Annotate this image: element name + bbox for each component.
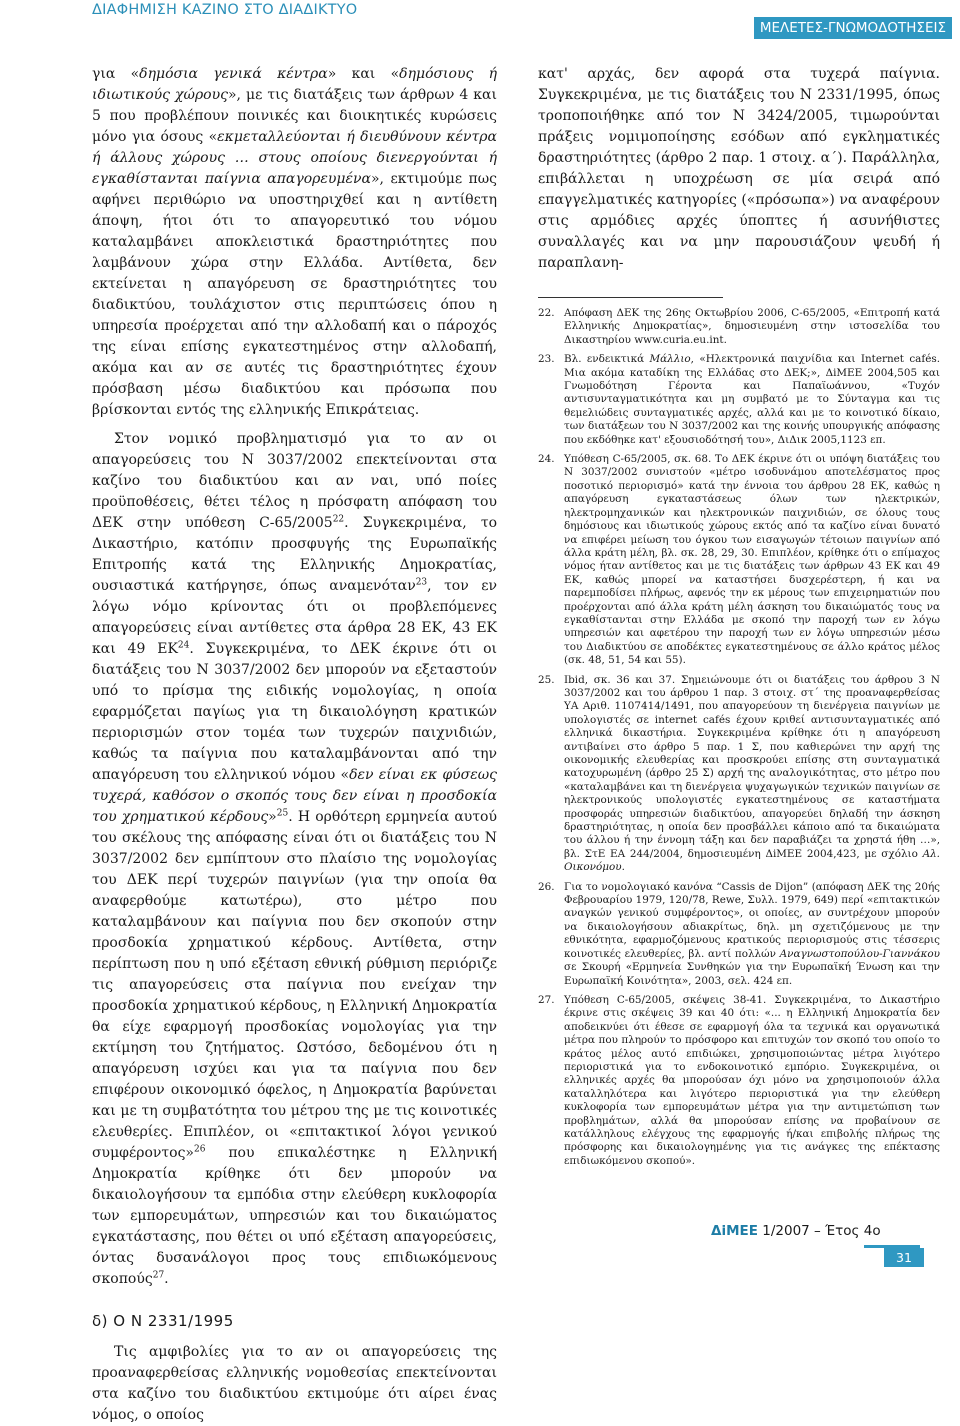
section-heading: δ) Ο Ν 2331/1995 xyxy=(92,1312,234,1330)
journal-name: ΔiΜΕΕ xyxy=(711,1223,758,1239)
footnote-text: Απόφαση ΔΕΚ της 26ης Οκτωβρίου 2006, C-65/2005, «Επιτροπή κατά Ελληνικής Δημοκρατίας», δημοσιευμένη στην ιστοσελίδα του Δικαστηρίου www.curia.eu.int. xyxy=(564,307,940,346)
footnote-text: Βλ. ενδεικτικά Μάλλιο, «Ηλεκτρονικά παιχνίδια και Internet cafés. Μια ακόμα καταδίκη της Ελλάδας στο ΔΕΚ;», ΔiΜΕΕ 2004,505 και Γνωμοδότηση Γέροντα και Παπαϊωάννου, «Τυχόν αντισυνταγματικότητα και μη συμβατό με το Σύνταγμα και τις θεμελιώδεις συνταγματικές αρχές, αλλά και με το κοινοτικό δίκαιο, των διατάξεων του Ν 3037/2002 και της κοινής υπουργικής απόφασης που εκδόθηκε κατ' εξουσιοδότησή του», ΔιΔικ 2005,1123 επ. xyxy=(564,353,940,446)
footnote-item xyxy=(538,307,940,347)
footnote-number: 25. xyxy=(538,673,555,686)
journal-footer xyxy=(711,1223,881,1239)
journal-year: – Έτος 4ο xyxy=(809,1223,881,1239)
body-paragraph-2: Στον νομικό προβληματισμό για το αν οι απαγορεύσεις του Ν 3037/2002 επεκτείνονται στα καζίνο του διαδικτύου και αν ναι, υπό ποίες προϋποθέσεις, θέτει τέλος η πρόσφατη απόφαση του ΔΕΚ στην υπόθεση C-65/2005$^{22}$. Συγκεκριμένα, το Δικαστήριο, κατόπιν προσφυγής της Ευρωπαϊκής Επιτροπής κατά της Ελληνικής Δημοκρατίας, ουσιαστικά κατήργησε, όπως αναμενόταν$^{23}$, τον εν λόγω νόμο κρίνοντας ότι οι προβλεπόμενες απαγορεύσεις είναι αντίθετες στα άρθρα 28 ΕΚ, 43 ΕΚ και 49 ΕΚ$^{24}$. Συγκεκριμένα, το ΔΕΚ έκρινε ότι οι διατάξεις του Ν 3037/2002 δεν μπορούν να εξεταστούν υπό το πρίσμα της ειδικής νομολογίας, η οποία εφαρμόζεται παγίως για τη δικαιολόγηση κρατικών περιορισμών στον τομέα των τυχερών παιχνιδιών, καθώς τα παίγνια που καταλαμβάνονται από την απαγόρευση του ελληνικού νόμου «δεν είναι εκ φύσεως τυχερά, καθόσον ο σκοπός τους δεν είναι η προσδοκία του χρηματικού κέρδους»$^{25}$. Η ορθότερη ερμηνεία αυτού του σκέλους της απόφασης είναι ότι οι διατάξεις του Ν 3037/2002 δεν εμπίπτουν στο πλαίσιο της νομολογίας του ΔΕΚ περί τυχερών παιγνίων (για την οποία θα αναφερθούμε κατωτέρω), στο μέτρο που καταλαμβάνουν και παίγνια που δεν σκοπούν στην προσδοκία χρηματικού κέρδους. Αντίθετα, στην περίπτωση που η υπό εξέταση εθνική ρύθμιση περιόριζε τις απαγορεύσεις στα παίγνια που ενείχαν την προσδοκία χρηματικού κέρδους, η Ελληνική Δημοκρατία θα είχε εφαρμογή προσδοκίας νομολογίας για την εκτίμηση του ζητήματος. Ωστόσο, δεδομένου ότι η απαγόρευση ισχύει και για τα παίγνια που δεν επιφέρουν οικονομικό όφελος, η Δημοκρατία βαρύνεται και με τη συμβατότητα του μέτρου της με τις κοινοτικές ελευθερίες. Επιπλέον, οι «επιτακτικοί λόγοι γενικού συμφέροντος»$^{26}$ που επικαλέστηκε η Ελληνική Δημοκρατία κρίθηκε ότι δεν μπορούν να δικαιολογήσουν τα εμπόδια στην ελεύθερη κυκλοφορία των εμπορευμάτων, υπηρεσιών και του δικαιώματος εγκατάστασης, που θέτει οι υπό εξέταση απαγορεύσεις, όντας δυσανάλογοι προς τους επιδιωκόμενους σκοπούς$^{27}$. xyxy=(92,431,498,1287)
footnote-ref: 24 xyxy=(177,640,190,651)
footnote-ref: 25 xyxy=(276,808,289,819)
body-paragraph-continued: κατ' αρχάς, δεν αφορά στα τυχερά παίγνια. Συγκεκριμένα, με τις διατάξεις του Ν 2331/1995, όπως τροποποιήθηκε από τον Ν 3424/2005, τιμωρούνται πράξεις νομιμοποίησης εσόδων από εγκληματικές δραστηριότητες (άρθρο 2 παρ. 1 στοιχ. α΄). Παράλληλα, επιβάλλεται η υποχρέωση σε μία σειρά από επαγγελματικές κατηγορίες («πρόσωπα») να αναφέρουν στις αρμόδιες αρχές ύποπτες ή ασυνήθιστες συναλλαγές και να μην παρουσιάζουν ψευδή ή παραπλανη- xyxy=(538,66,940,271)
footnote-ref: 23 xyxy=(415,577,428,588)
footnote-ref: 26 xyxy=(193,1144,206,1155)
footnote-item xyxy=(538,353,940,447)
footnote-number: 27. xyxy=(538,993,555,1006)
footnote-item xyxy=(538,881,940,988)
footnote-number: 23. xyxy=(538,353,555,366)
footnote-item xyxy=(538,453,940,668)
footnote-text: Ibid, σκ. 36 και 37. Σημειώνουμε ότι οι διατάξεις του άρθρου 3 Ν 3037/2002 και του άρθρου 1 παρ. 3 στοιχ. στ΄ της προαναφερθείσας ΥΑ Αριθ. 1107414/1491, που απαγορεύουν τη διενέργεια παιγνίων με υπολογιστές σε internet cafés έχουν κριθεί αντισυνταγματικές από ελληνικά δικαστήρια. Συγκεκριμένα κρίθηκε ότι η απαγόρευση αντιβαίνει στο άρθρο 5 παρ. 1 Σ, που καθιερώνει την αρχή της οικονομικής ελευθερίας και προσκρούει επίσης στη συνταγματικά κατοχυρωμένη (άρθρο 25 Σ) αρχή της αναλογικότητας, στο μέτρο που «καταλαμβάνει και τη διενέργεια ψυχαγωγικών τεχνικών παιγνίων σε ηλεκτρονικούς υπολογιστές εγκατεστημένους σε καταστήματα προσφοράς υπηρεσιών διαδικτύου, απαγορεύει δηλαδή την άσκηση δραστηριότητας, η οποία δεν προσβάλλει κάποιο από τα δικαιώματα του άλλου ή την έννομη τάξη και δεν παραβιάζει τα χρηστά ήθη …», βλ. ΣτΕ ΕΑ 244/2004, δημοσιευμένη ΔiΜΕΕ 2004,423, με σχόλιο Αλ. Οικονόμου. xyxy=(564,673,940,874)
section-label: ΜΕΛΕΤΕΣ-ΓΝΩΜΟΔΟΤΗΣΕΙΣ xyxy=(754,17,952,39)
footnote-text: Υπόθεση C-65/2005, σκέψεις 38-41. Συγκεκριμένα, το Δικαστήριο έκρινε στις σκέψεις 39 και 40 ότι: «... η Ελληνική Δημοκρατία δεν αποδεικνύει ότι έθεσε σε εφαρμογή όλα τα τεχνικά και οργανωτικά μέτρα που πληρούν το πρόσφορο και επιτυχών τον σκοπό του οποίο το κράτος μέλος αυτό επιδιώκει, χρησιμοποιώντας μέτρα λιγότερο περιοριστικά για το ενδοκοινοτικό εμπόριο. Συγκεκριμένα, οι ελληνικές αρχές θα μπορούσαν όχι μόνο να χρησιμοποιούν άλλα καταλληλότερα και λιγότερο περιοριστικά για την ελεύθερη κυκλοφορία των εμπορευμάτων μέτρα για την αντιμετώπιση των προβλημάτων, αλλά θα μπορούσαν επίσης να προβαίνουν σε κατάλληλους ελέγχους της εφαρμογής ή/και επιβολής πλήρως της πρόσφορης και δικαιολογημένης για τις ανάγκες της επέκτασης επιδιωκόμενου σκοπού». xyxy=(564,993,940,1167)
footnote-number: 24. xyxy=(538,453,555,466)
right-column xyxy=(538,64,940,1174)
body-paragraph-3: Τις αμφιβολίες για το αν οι απαγορεύσεις της προαναφερθείσας ελληνικής νομοθεσίας επεκτείνονται στα καζίνο του διαδικτύου εκτιμούμε ότι αίρει ένας νόμος, ο οποίος xyxy=(92,1344,497,1423)
footnote-divider xyxy=(538,297,723,298)
left-column xyxy=(92,64,497,1426)
footnote-text: Για το νομολογιακό κανόνα “Cassis de Dijon” (απόφαση ΔΕΚ της 20ής Φεβρουαρίου 1979, 120/78, Rewe, Συλλ. 1979, 649) περί «επιτακτικών αναγκών γενικού συμφέροντος», οι οποίες, αν συντρέχουν μπορούν να δικαιολογήσουν αδιακρίτως, δηλ. μη σχετιζόμενους με την εθνικότητα, εφαρμοζόμενους κρατικούς περιορισμούς στις τέσσερις κοινοτικές ελευθερίες, βλ. αντί πολλών Αναγνωστοπούλου-Γιαννάκου σε Σκουρή «Ερμηνεία Συνθηκών για την Ευρωπαϊκή Ένωση και την Ευρωπαϊκή Κοινότητα», 2003, σελ. 424 επ. xyxy=(564,880,940,987)
footnote-number: 26. xyxy=(538,880,555,893)
footnotes-list xyxy=(538,307,940,1168)
body-paragraph-1: για «δημόσια γενικά κέντρα» και «δημόσιους ή ιδιωτικούς χώρους», με τις διατάξεις των άρθρων 4 και 5 που προβλέπουν ποινικές και διοικητικές κυρώσεις μόνο για όσους «εκμεταλλεύονται ή διευθύνουν κέντρα ή άλλους χώρους … στους οποίους διενεργούνται ή εγκαθίστανται παίγνια απαγορευμένα», εκτιμούμε πως αφήνει περιθώριο να υποστηριχθεί και η αντίθετη άποψη, ήτοι ότι το απαγορευτικό του νόμου καταλαμβάνει αποκλειστικά δραστηριότητες που λαμβάνουν χώρα στην Ελλάδα. Αντίθετα, δεν εκτείνεται η απαγόρευση σε δραστηριότητες του διαδικτύου, τουλάχιστον στις περιπτώσεις όπου η υπηρεσία προέρχεται από την αλλοδαπή και ο πάροχός της είναι επίσης εγκατεστημένος στην αλλοδαπή, ακόμα και αν σε αυτές τις δραστηριότητες έχουν πρόσβαση μέσω διαδικτύου και πρόσωπα που βρίσκονται εντός της ελληνικής Επικράτειας. xyxy=(92,66,497,418)
page-number: 31 xyxy=(884,1248,924,1267)
footnote-item xyxy=(538,674,940,875)
footnote-ref: 27 xyxy=(152,1270,165,1281)
journal-issue: 1/2007 xyxy=(757,1223,810,1239)
footnote-text: Υπόθεση C-65/2005, σκ. 68. Το ΔΕΚ έκρινε ότι οι υπόψη διατάξεις του Ν 3037/2002 συνιστούν «μέτρο ισοδυνάμου αποτελέσματος προς ποσοτικό περιορισμό» κατά την έννοια του άρθρου 28 ΕΚ, καθώς η απαγόρευση εγκαταστάσεως όλων των ηλεκτρικών, ηλεκτρομηχανικών και ηλεκτρονικών παιχνιδιών, σε όλους τους δημόσιους και ιδιωτικούς χώρους εκτός από τα καζίνο είναι δυνατό να επιφέρει μείωση του όγκου των εισαγωγών τέτοιων παιγνίων από άλλα κράτη μέλη, βλ. σκ. 28, 29, 30. Επιπλέον, κρίθηκε ότι ο επίμαχος νόμος ήταν αντίθετος και με τις διατάξεις των άρθρων 43 ΕΚ και 49 ΕΚ, καθώς μπορεί να καταστήσει δυσχερέστερη, ή και να παρεμποδίσει πλήρως, αφενός την εκ μέρους των επιχειρηματιών που προέρχονται από άλλα κράτη μέλη άσκηση του δικαιώματός τους να εγκαθίστανται στην Ελλάδα με σκοπό την παροχή των εν λόγω υπηρεσιών και αφετέρου την παροχή των εν λόγω υπηρεσιών μέσω του Διαδικτύου σε αποδέκτες εγκατεστημένους σε άλλο κράτος μέλος (σκ. 48, 51, 54 και 55). xyxy=(564,453,940,667)
footnote-ref: 22 xyxy=(332,514,345,525)
running-head-title: ΔΙΑΦΗΜΙΣΗ ΚΑΖΙΝΟ ΣΤΟ ΔΙΑΔΙΚΤΥΟ xyxy=(92,2,358,18)
footnote-number: 22. xyxy=(538,307,555,319)
footnote-item xyxy=(538,994,940,1168)
